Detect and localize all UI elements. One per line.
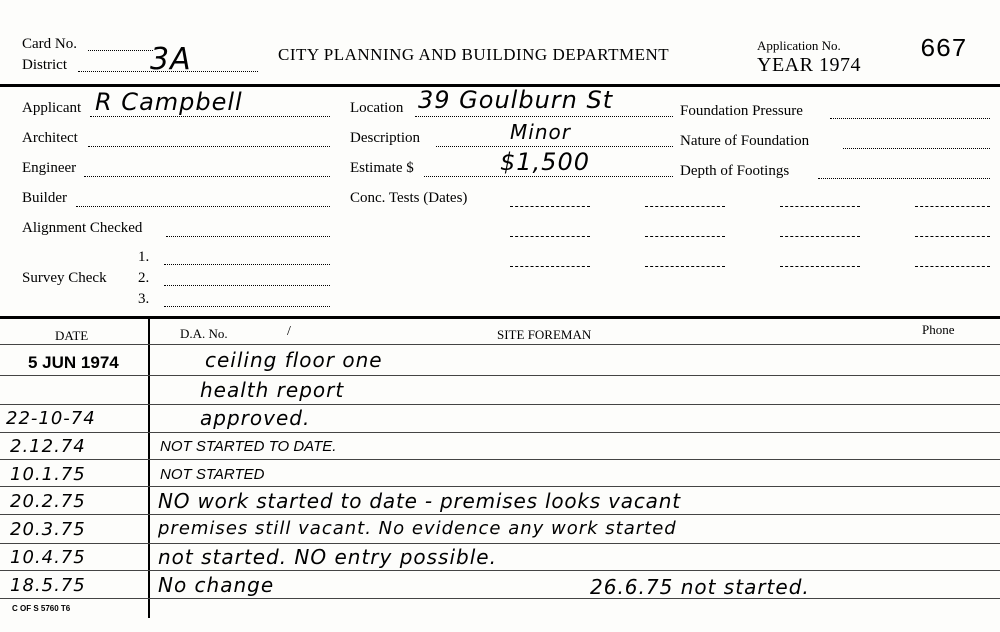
location-line [415,116,673,117]
table-row-rule [0,543,1000,544]
column-header-da-no: D.A. No. [180,326,228,341]
nature-of-foundation-label: Nature of Foundation [680,133,810,149]
table-row-note: not started. NO entry possible. [158,545,497,569]
conc-test-slot [645,236,725,237]
table-row-date: 10.4.75 [10,547,86,568]
applicant-label: Applicant [22,100,82,116]
survey-line-3 [164,306,330,307]
description-value: Minor [510,120,571,144]
card-no-line [88,50,153,51]
conc-test-slot [645,266,725,267]
applicant-value: R Campbell [95,88,243,116]
applicant-line [90,116,330,117]
table-row-date: 22-10-74 [6,408,96,429]
foundation-pressure-line [830,118,990,119]
table-row-date: 2.12.74 [10,436,86,457]
application-no-label: Application No. [757,38,841,53]
location-label: Location [350,100,404,116]
survey-item-3: 3. [138,291,150,307]
alignment-checked-label: Alignment Checked [22,220,143,236]
builder-label: Builder [22,190,67,206]
conc-test-slot [780,236,860,237]
column-header-site-foreman: SITE FOREMAN [497,327,592,342]
conc-test-slot [510,266,590,267]
depth-of-footings-label: Depth of Footings [680,163,790,179]
page-title: CITY PLANNING AND BUILDING DEPARTMENT [278,45,670,64]
table-row-note: ceiling floor one [205,348,383,372]
conc-test-slot [645,206,725,207]
survey-line-2 [164,285,330,286]
year-label: YEAR 1974 [757,54,861,76]
table-row-rule [0,432,1000,433]
card-no-label: Card No. [22,36,77,52]
conc-test-slot [780,266,860,267]
conc-test-slot [510,236,590,237]
survey-check-label: Survey Check [22,270,107,286]
alignment-line [166,236,330,237]
form-code: C OF S 5760 T6 [12,604,71,613]
architect-label: Architect [22,130,78,146]
engineer-label: Engineer [22,160,77,176]
description-line [436,146,673,147]
estimate-line [424,176,673,177]
conc-test-slot [915,266,990,267]
table-row-rule [0,459,1000,460]
table-row-rule [0,514,1000,515]
table-row-rule [0,570,1000,571]
conc-test-slot [510,206,590,207]
table-top-rule [0,316,1000,319]
column-header-phone: Phone [922,322,955,337]
estimate-label: Estimate $ [350,160,414,176]
foundation-pressure-label: Foundation Pressure [680,103,803,119]
location-value: 39 Goulburn St [418,86,614,114]
table-row-note: premises still vacant. No evidence any work started [158,518,677,539]
conc-test-slot [915,236,990,237]
table-row-date: 20.3.75 [10,519,86,540]
conc-tests-label: Conc. Tests (Dates) [350,190,468,206]
table-row-date: 5 JUN 1974 [28,353,119,372]
table-row-note: NO work started to date - premises looks vacant [158,489,681,513]
table-row-rule [0,404,1000,405]
district-value: 3A [150,42,192,77]
conc-test-slot [780,206,860,207]
table-row-rule [0,375,1000,376]
column-header-tick: / [287,324,291,339]
survey-line-1 [164,264,330,265]
application-number: 667 [920,34,967,64]
depth-line [818,178,990,179]
table-row-date: 18.5.75 [10,575,86,596]
district-label: District [22,57,67,73]
description-label: Description [350,130,420,146]
nature-line [843,148,990,149]
table-row-note: NOT STARTED [160,466,265,483]
builder-line [76,206,330,207]
survey-item-2: 2. [138,270,150,286]
table-row-note: approved. [200,406,311,430]
table-row-date: 20.2.75 [10,491,86,512]
conc-test-slot [915,206,990,207]
table-row-date: 10.1.75 [10,464,86,485]
estimate-value: $1,500 [500,148,590,176]
table-row-note: No change [158,573,275,597]
table-row-rule [0,486,1000,487]
table-header-rule [0,344,1000,345]
extra-note: 26.6.75 not started. [590,575,810,599]
table-row-rule [0,598,1000,599]
table-date-divider [148,318,150,618]
engineer-line [84,176,330,177]
column-header-date: DATE [55,328,89,343]
table-row-note: NOT STARTED TO DATE. [160,438,337,455]
table-row-note: health report [200,378,345,402]
architect-line [88,146,330,147]
survey-item-1: 1. [138,249,150,265]
